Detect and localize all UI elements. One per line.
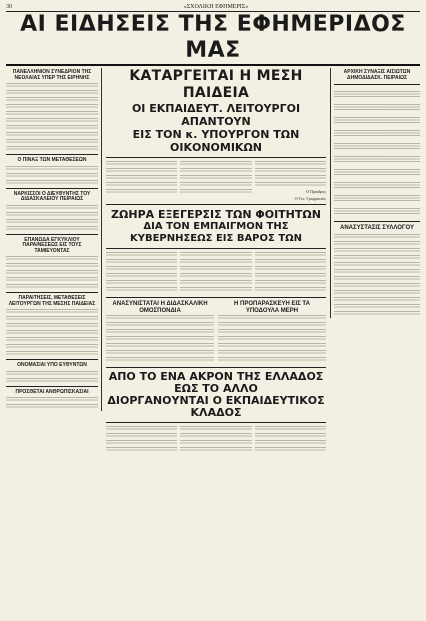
body-text bbox=[6, 219, 98, 224]
body-text bbox=[218, 343, 326, 348]
body-text bbox=[334, 269, 420, 274]
italic-text bbox=[334, 143, 420, 150]
body-text bbox=[255, 440, 326, 445]
body-text bbox=[6, 270, 98, 275]
body-text bbox=[180, 252, 251, 257]
body-text bbox=[6, 316, 98, 321]
body-text bbox=[334, 234, 420, 239]
body-text bbox=[106, 329, 214, 334]
divider bbox=[106, 248, 326, 249]
body-text bbox=[255, 433, 326, 438]
body-text bbox=[180, 168, 251, 173]
body-text bbox=[106, 259, 177, 264]
body-text bbox=[106, 336, 214, 341]
body-text bbox=[6, 323, 98, 328]
lead-col-3 bbox=[255, 161, 326, 201]
body-text bbox=[6, 212, 98, 217]
body-text bbox=[106, 252, 177, 257]
body-text bbox=[106, 161, 177, 166]
body-text bbox=[180, 280, 251, 285]
body-text bbox=[180, 189, 251, 194]
body-text bbox=[255, 252, 326, 257]
signature-secretary: Ο Γεν. Γραμματεύς bbox=[294, 196, 326, 201]
body-text bbox=[6, 173, 98, 178]
body-text bbox=[334, 255, 420, 260]
divider bbox=[6, 386, 98, 387]
left-heading-3: ΝΑΡΚΙΣΣΟΙ Ο ΔΙΕΥΘΥΝΤΗΣ ΤΟΥ ΔΙΔΑΣΚΑΛΕΙΟΥ ΠΕΙΡΑΙΩΣ bbox=[13, 190, 91, 202]
left-heading-7: ΠΡΟΣΘΕΤΑΙ ΑΝΘΡΩΠΙΣΚΑΣΙΑΙ bbox=[15, 388, 89, 395]
body-text bbox=[180, 426, 251, 431]
body-text bbox=[6, 90, 98, 95]
body-text bbox=[334, 248, 420, 253]
body-text bbox=[6, 277, 98, 282]
body-text bbox=[218, 322, 326, 327]
body-text bbox=[334, 304, 420, 309]
body-text bbox=[106, 440, 177, 445]
body-text bbox=[334, 276, 420, 281]
headline-sector-organizing: ΔΙΟΡΓΑΝΟΥΝΤΑΙ Ο ΕΚΠΑΙΔΕΥΤΙΚΟΣ ΚΛΑΔΟΣ bbox=[107, 394, 325, 419]
body-text bbox=[255, 259, 326, 264]
body-text bbox=[6, 132, 98, 137]
center-column bbox=[106, 68, 326, 454]
body-text bbox=[180, 175, 251, 180]
italic-text bbox=[334, 208, 420, 215]
body-text bbox=[6, 111, 98, 116]
body-text bbox=[106, 350, 214, 355]
divider bbox=[106, 297, 326, 298]
bottom-col-2 bbox=[180, 426, 251, 454]
body-text bbox=[255, 273, 326, 278]
body-text bbox=[255, 280, 326, 285]
body-text bbox=[218, 350, 326, 355]
divider bbox=[6, 188, 98, 189]
italic-text bbox=[334, 169, 420, 176]
bottom-col-1 bbox=[106, 426, 177, 454]
body-text bbox=[6, 330, 98, 335]
body-text bbox=[255, 266, 326, 271]
body-text bbox=[106, 266, 177, 271]
divider bbox=[6, 359, 98, 360]
italic-text bbox=[334, 117, 420, 124]
body-text bbox=[255, 175, 326, 180]
headline-teachers-reply: ΟΙ ΕΚΠΑΙΔΕΥΤ. ΛΕΙΤΟΥΡΓΟΙ ΑΠΑΝΤΟΥΝ bbox=[131, 102, 301, 128]
body-text bbox=[6, 226, 98, 231]
body-text bbox=[255, 168, 326, 173]
italic-text bbox=[334, 182, 420, 189]
left-heading-2: Ο ΠΙΝΑΞ ΤΩΝ ΜΕΤΑΘΕΣΕΩΝ bbox=[17, 157, 87, 163]
students-col-3 bbox=[255, 252, 326, 294]
body-text bbox=[180, 287, 251, 292]
divider bbox=[334, 84, 420, 85]
body-text bbox=[6, 378, 98, 383]
divider bbox=[106, 367, 326, 368]
divider bbox=[106, 204, 326, 205]
body-text bbox=[6, 404, 98, 409]
body-text bbox=[106, 273, 177, 278]
body-text bbox=[6, 146, 98, 151]
body-text bbox=[6, 371, 98, 376]
body-text bbox=[106, 287, 177, 292]
italic-text bbox=[334, 104, 420, 111]
body-text bbox=[255, 287, 326, 292]
students-col-1 bbox=[106, 252, 177, 294]
body-text bbox=[6, 166, 98, 171]
italic-text bbox=[334, 195, 420, 202]
bottom-article-columns bbox=[106, 426, 326, 454]
lead-col-1 bbox=[106, 161, 177, 201]
signature-president: Ο Πρόεδρος bbox=[306, 189, 326, 194]
divider bbox=[6, 292, 98, 293]
body-text bbox=[6, 180, 98, 185]
body-text bbox=[6, 397, 98, 402]
right-heading-2: ΑΝΑΣΥΣΤΑΣΙΣ ΣΥΛΛΟΓΟΥ bbox=[340, 225, 414, 231]
body-text bbox=[255, 161, 326, 166]
body-text bbox=[334, 297, 420, 302]
body-text bbox=[218, 336, 326, 341]
banner-government-mockery: ΔΙΑ ΤΟΝ ΕΜΠΑΙΓΜΟΝ ΤΗΣ ΚΥΒΕΡΝΗΣΕΩΣ ΕΙΣ ΒΑΡΟΣ ΤΩΝ bbox=[129, 221, 303, 244]
body-text bbox=[6, 344, 98, 349]
students-article-columns bbox=[106, 252, 326, 294]
preparation-block bbox=[218, 301, 326, 364]
left-heading-1: ΠΑΝΕΛΛΗΝΙΟΝ ΣΥΝΕΔΡΙΟΝ ΤΗΣ ΝΕΟΛΑΙΑΣ ΥΠΕΡ ΤΗΣ ΕΙΡΗΝΗΣ bbox=[12, 69, 92, 81]
left-heading-5: ΠΑΡΑΙΤΗΣΕΙΣ, ΜΕΤΑΘΕΣΕΙΣ ΛΕΙΤΟΥΡΓΩΝ ΤΗΣ ΜΕΣΗΣ ΠΑΙΔΕΙΑΣ bbox=[8, 295, 96, 307]
body-text bbox=[218, 357, 326, 362]
lead-article-columns bbox=[106, 161, 326, 201]
divider bbox=[334, 221, 420, 222]
body-text bbox=[6, 263, 98, 268]
paper-name: «ΣΧΟΛΙΚΗ ΕΦΗΜΕΡΙΣ» bbox=[183, 4, 249, 10]
right-column bbox=[330, 68, 420, 318]
body-text bbox=[180, 447, 251, 452]
body-text bbox=[6, 205, 98, 210]
divider bbox=[106, 422, 326, 423]
body-text bbox=[218, 315, 326, 320]
body-text bbox=[6, 97, 98, 102]
left-column bbox=[6, 68, 102, 411]
body-text bbox=[334, 262, 420, 267]
body-text bbox=[180, 182, 251, 187]
article-grid bbox=[6, 66, 420, 621]
headline-abolition: ΚΑΤΑΡΓΕΙΤΑΙ Η ΜΕΣΗ ΠΑΙΔΕΙΑ bbox=[129, 68, 303, 101]
subhead-preparation: Η ΠΡΟΠΑΡΑΣΚΕΥΗ ΕΙΣ ΤΑ ΥΠΟΔΟΥΛΑ ΜΕΡΗ bbox=[234, 301, 310, 314]
body-text bbox=[106, 426, 177, 431]
body-text bbox=[180, 440, 251, 445]
body-text bbox=[218, 329, 326, 334]
body-text bbox=[255, 182, 326, 187]
body-text bbox=[6, 104, 98, 109]
body-text bbox=[106, 175, 177, 180]
italic-text bbox=[334, 130, 420, 137]
body-text bbox=[334, 311, 420, 316]
italic-text bbox=[334, 91, 420, 98]
body-text bbox=[334, 290, 420, 295]
body-text bbox=[106, 280, 177, 285]
body-text bbox=[106, 447, 177, 452]
body-text bbox=[180, 273, 251, 278]
body-text bbox=[106, 357, 214, 362]
divider bbox=[6, 234, 98, 235]
subsection-row bbox=[106, 301, 326, 364]
headline-finance-minister: ΕΙΣ ΤΟΝ κ. ΥΠΟΥΡΓΟΝ ΤΩΝ ΟΙΚΟΝΟΜΙΚΩΝ bbox=[132, 128, 300, 154]
italic-text bbox=[334, 156, 420, 163]
headline-across-greece: ΑΠΟ ΤΟ ΕΝΑ ΑΚΡΟΝ ΤΗΣ ΕΛΛΑΔΟΣ ΕΩΣ ΤΟ ΑΛΛΟ bbox=[108, 370, 324, 395]
body-text bbox=[106, 433, 177, 438]
body-text bbox=[106, 182, 177, 187]
body-text bbox=[255, 447, 326, 452]
body-text bbox=[255, 426, 326, 431]
banner-students-uprising: ΖΩΗΡΑ ΕΞΕΓΕΡΣΙΣ ΤΩΝ ΦΟΙΤΗΤΩΝ bbox=[111, 208, 321, 221]
body-text bbox=[334, 283, 420, 288]
page-header-line bbox=[6, 3, 420, 12]
divider bbox=[106, 157, 326, 158]
body-text bbox=[180, 433, 251, 438]
bottom-col-3 bbox=[255, 426, 326, 454]
body-text bbox=[6, 337, 98, 342]
body-text bbox=[6, 256, 98, 261]
body-text bbox=[334, 241, 420, 246]
left-heading-6: ΟΝΟΜΑΣΙΑΙ ΥΠΟ ΕΥΘΥΝΤΩΝ bbox=[17, 362, 87, 368]
right-heading-1: ΑΡΧΙΚΗ ΣΥΝΑΞΙΣ ΑΙΣΙΩΤΩΝ ΔΗΜΟΔΙΔΑΣΚ. ΠΕΙΡΑΙΩΣ bbox=[343, 69, 411, 81]
body-text bbox=[6, 309, 98, 314]
masthead: ΑΙ ΕΙΔΗΣΕΙΣ ΤΗΣ ΕΦΗΜΕΡΙΔΟΣ ΜΑΣ bbox=[6, 12, 420, 66]
body-text bbox=[180, 266, 251, 271]
body-text bbox=[6, 284, 98, 289]
page-number: 30 bbox=[6, 4, 12, 10]
body-text bbox=[6, 118, 98, 123]
body-text bbox=[6, 125, 98, 130]
students-col-2 bbox=[180, 252, 251, 294]
body-text bbox=[106, 322, 214, 327]
left-heading-4: ΕΠΑΝΩΔΑ ΕΓΚΥΚΛΙΟΥ ΠΑΡΑΙΝΕΣΕΩΣ ΕΙΣ ΤΟΥΣ ΤΑΜΙΕΥΟΝΤΑΣ bbox=[22, 236, 82, 254]
divider bbox=[6, 154, 98, 155]
body-text bbox=[180, 161, 251, 166]
body-text bbox=[106, 315, 214, 320]
body-text bbox=[106, 343, 214, 348]
body-text bbox=[6, 139, 98, 144]
federation-block bbox=[106, 301, 214, 364]
body-text bbox=[106, 189, 177, 194]
lead-col-2 bbox=[180, 161, 251, 201]
body-text bbox=[6, 351, 98, 356]
body-text bbox=[6, 83, 98, 88]
body-text bbox=[106, 168, 177, 173]
subhead-federation: ΑΝΑΣΥΝΙΣΤΑΤΑΙ Η ΔΙΔΑΣΚΑΛΙΚΗ ΟΜΟΣΠΟΝΔΙΑ bbox=[112, 301, 208, 314]
body-text bbox=[180, 259, 251, 264]
